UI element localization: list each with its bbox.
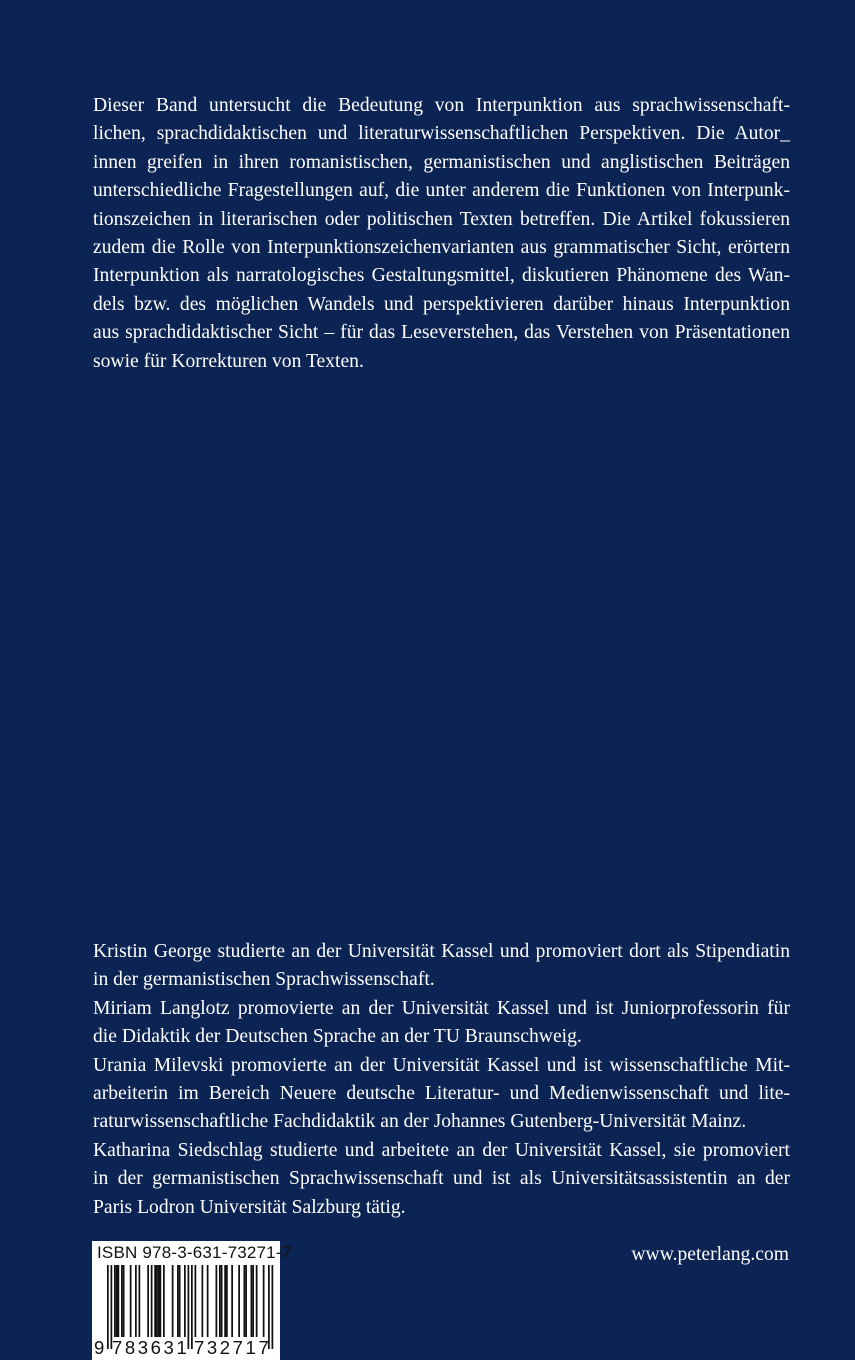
book-description bbox=[93, 92, 790, 376]
barcode-bar bbox=[177, 1265, 179, 1337]
barcode-bar bbox=[139, 1265, 141, 1337]
barcode-bar bbox=[251, 1265, 253, 1337]
barcode-bar bbox=[147, 1265, 149, 1337]
barcode-guard-bar bbox=[107, 1265, 109, 1349]
barcode-bar bbox=[224, 1265, 226, 1337]
barcode-bar bbox=[160, 1265, 162, 1337]
bio-line: die Didaktik der Deutschen Sprache an der TU Braunschweig. bbox=[93, 1026, 582, 1048]
publisher-link[interactable]: www.peterlang.com bbox=[631, 1244, 789, 1265]
description-line: aus sprachdidaktischer Sicht – für das Leseverstehen, das Verstehen von Präsentationen bbox=[93, 322, 790, 344]
barcode-bar bbox=[135, 1265, 137, 1337]
barcode-bar bbox=[114, 1265, 116, 1337]
barcode-guard-bar bbox=[191, 1265, 193, 1349]
ean-left-digits: 783631 bbox=[112, 1337, 190, 1358]
barcode-bar bbox=[231, 1265, 233, 1337]
bio-line: in der germanistischen Sprachwissenschaft. bbox=[93, 969, 435, 991]
bio-line: arbeiterin im Bereich Neuere deutsche Literatur- und Medienwissenschaft und lite- bbox=[93, 1083, 790, 1105]
barcode-bar bbox=[263, 1265, 265, 1337]
barcode-bar bbox=[158, 1265, 160, 1337]
description-line: Dieser Band untersucht die Bedeutung von Interpunktion aus sprachwissenschaft- bbox=[93, 95, 790, 116]
bio-line: in der germanistischen Sprachwissenschaft und ist als Universitätsassistentin an der bbox=[93, 1168, 790, 1190]
barcode-bar bbox=[163, 1265, 165, 1337]
barcode-bar bbox=[154, 1265, 156, 1337]
barcode-bar bbox=[130, 1265, 132, 1337]
barcode-bar bbox=[151, 1265, 153, 1337]
description-line: lichen, sprachdidaktischen und literaturwissenschaftlichen Perspektiven. Die Autor_ bbox=[93, 123, 790, 145]
description-line: sowie für Korrekturen von Texten. bbox=[93, 350, 364, 372]
barcode-bar bbox=[202, 1265, 204, 1337]
barcode-bar bbox=[252, 1265, 254, 1337]
isbn-label: ISBN 978-3-631-73271-7 bbox=[97, 1243, 292, 1262]
barcode-bar bbox=[121, 1265, 123, 1337]
barcode-bar bbox=[172, 1265, 174, 1337]
barcode-bar bbox=[221, 1265, 223, 1337]
bio-line: Katharina Siedschlag studierte und arbeitete an der Universität Kassel, sie promoviert bbox=[93, 1139, 790, 1161]
bio-line: Kristin George studierte an der Universität Kassel und promoviert dort als Stipendiatin bbox=[93, 941, 790, 962]
description-line: dels bzw. des möglichen Wandels und perspektivieren darüber hinaus Interpunktion bbox=[93, 293, 790, 315]
barcode-bar bbox=[156, 1265, 158, 1337]
barcode-bar bbox=[184, 1265, 186, 1337]
description-line: tionszeichen in literarischen oder politischen Texten betreffen. Die Artikel fokussieren bbox=[93, 208, 790, 230]
isbn-barcode bbox=[92, 1241, 292, 1360]
bio-line: Miriam Langlotz promovierte an der Universität Kassel und ist Juniorprofessorin für bbox=[93, 997, 790, 1019]
barcode-bar bbox=[116, 1265, 118, 1337]
barcode-bar bbox=[195, 1265, 197, 1337]
bio-line: raturwissenschaftliche Fachdidaktik an der Johannes Gutenberg-Universität Mainz. bbox=[93, 1111, 747, 1133]
description-line: innen greifen in ihren romanistischen, germanistischen und anglistischen Beiträgen bbox=[93, 151, 790, 173]
barcode-bar bbox=[123, 1265, 125, 1337]
barcode-bar bbox=[207, 1265, 209, 1337]
description-line: unterschiedliche Fragestellungen auf, die unter anderem die Funktionen von Interpunk- bbox=[93, 180, 790, 202]
description-line: Interpunktion als narratologisches Gestaltungsmittel, diskutieren Phänomene des Wan- bbox=[93, 265, 790, 287]
barcode-bar bbox=[245, 1265, 247, 1337]
barcode-guard-bar bbox=[272, 1265, 274, 1349]
barcode-bar bbox=[256, 1265, 258, 1337]
barcode-bar bbox=[118, 1265, 120, 1337]
ean-first-digit: 9 bbox=[94, 1337, 105, 1358]
barcode-bar bbox=[238, 1265, 240, 1337]
barcode-bar bbox=[179, 1265, 181, 1337]
barcode-bar bbox=[226, 1265, 228, 1337]
barcode-bar bbox=[244, 1265, 246, 1337]
ean-right-digits: 732717 bbox=[194, 1337, 272, 1358]
bio-line: Urania Milevski promovierte an der Universität Kassel und ist wissenschaftliche Mit- bbox=[93, 1054, 790, 1076]
barcode-bar bbox=[216, 1265, 218, 1337]
description-line: zudem die Rolle von Interpunktionszeichenvarianten aus grammatischer Sicht, erörtern bbox=[93, 237, 790, 259]
bio-line: Paris Lodron Universität Salzburg tätig. bbox=[93, 1196, 406, 1218]
author-bios bbox=[93, 938, 790, 1222]
barcode-bar bbox=[219, 1265, 221, 1337]
